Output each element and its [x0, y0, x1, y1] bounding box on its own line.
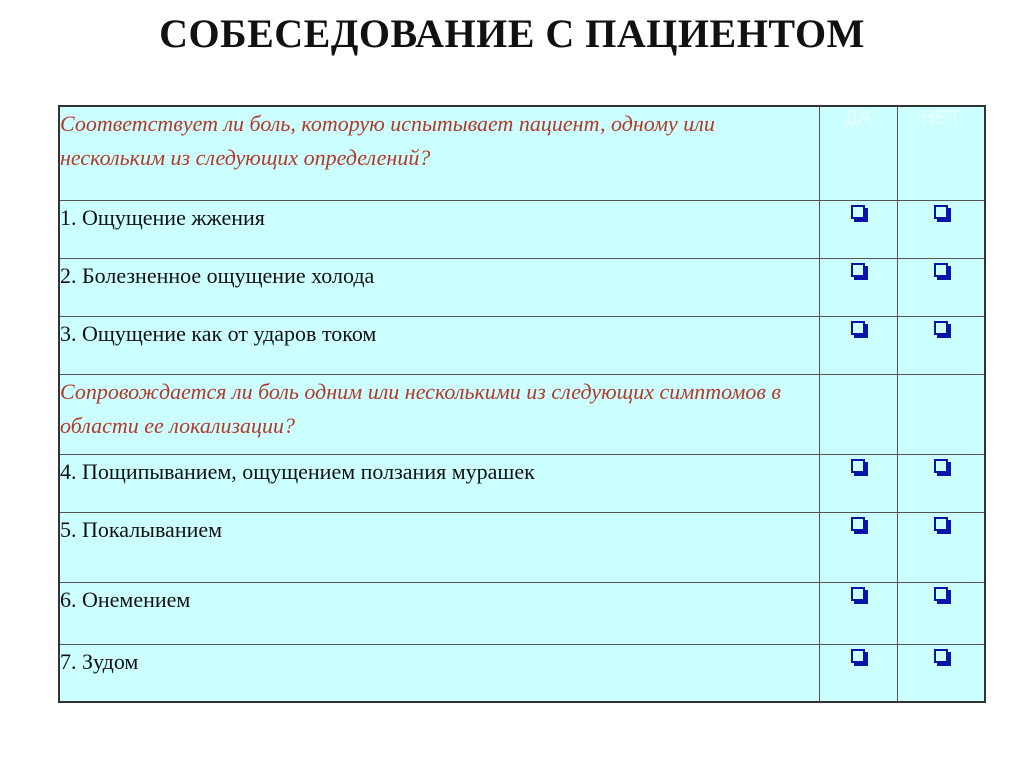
item-3-label: 3. Ощущение как от ударов током — [59, 316, 819, 374]
item-4-no-checkbox[interactable] — [934, 459, 948, 473]
item-7-label: 7. Зудом — [59, 644, 819, 702]
table-row — [59, 316, 985, 374]
item-3-yes-cell — [819, 316, 897, 374]
no-column-header: НЕТ — [897, 106, 985, 200]
item-5-yes-checkbox[interactable] — [851, 517, 865, 531]
item-7-no-checkbox[interactable] — [934, 649, 948, 663]
item-2-yes-cell — [819, 258, 897, 316]
item-7-yes-cell — [819, 644, 897, 702]
item-3-yes-checkbox[interactable] — [851, 321, 865, 335]
item-2-label: 2. Болезненное ощущение холода — [59, 258, 819, 316]
table-row — [59, 582, 985, 644]
item-4-yes-cell — [819, 454, 897, 512]
item-6-no-checkbox[interactable] — [934, 587, 948, 601]
yes-column-header: ДА — [819, 106, 897, 200]
item-2-no-cell — [897, 258, 985, 316]
item-7-no-cell — [897, 644, 985, 702]
table-row — [59, 454, 985, 512]
question-2-no-cell — [897, 374, 985, 454]
question-2: Сопровождается ли боль одним или несколькими из следующих симптомов в области ее локализации? — [59, 374, 819, 454]
question-2-yes-cell — [819, 374, 897, 454]
item-1-label: 1. Ощущение жжения — [59, 200, 819, 258]
item-6-no-cell — [897, 582, 985, 644]
item-6-yes-checkbox[interactable] — [851, 587, 865, 601]
item-2-yes-checkbox[interactable] — [851, 263, 865, 277]
item-1-yes-cell — [819, 200, 897, 258]
question-row — [59, 106, 985, 200]
item-4-yes-checkbox[interactable] — [851, 459, 865, 473]
item-1-no-checkbox[interactable] — [934, 205, 948, 219]
item-6-yes-cell — [819, 582, 897, 644]
item-2-no-checkbox[interactable] — [934, 263, 948, 277]
item-1-yes-checkbox[interactable] — [851, 205, 865, 219]
item-5-label: 5. Покалыванием — [59, 512, 819, 582]
question-row — [59, 374, 985, 454]
item-5-no-checkbox[interactable] — [934, 517, 948, 531]
table-row — [59, 512, 985, 582]
item-6-label: 6. Онемением — [59, 582, 819, 644]
item-3-no-checkbox[interactable] — [934, 321, 948, 335]
questionnaire-table — [58, 105, 986, 703]
table-row — [59, 200, 985, 258]
item-3-no-cell — [897, 316, 985, 374]
item-7-yes-checkbox[interactable] — [851, 649, 865, 663]
item-1-no-cell — [897, 200, 985, 258]
question-1: Соответствует ли боль, которую испытывает пациент, одному или нескольким из следующих определений? — [59, 106, 819, 200]
item-4-label: 4. Пощипыванием, ощущением ползания мурашек — [59, 454, 819, 512]
page-title: СОБЕСЕДОВАНИЕ С ПАЦИЕНТОМ — [159, 11, 865, 56]
item-5-yes-cell — [819, 512, 897, 582]
item-4-no-cell — [897, 454, 985, 512]
table-row — [59, 644, 985, 702]
item-5-no-cell — [897, 512, 985, 582]
table-row — [59, 258, 985, 316]
